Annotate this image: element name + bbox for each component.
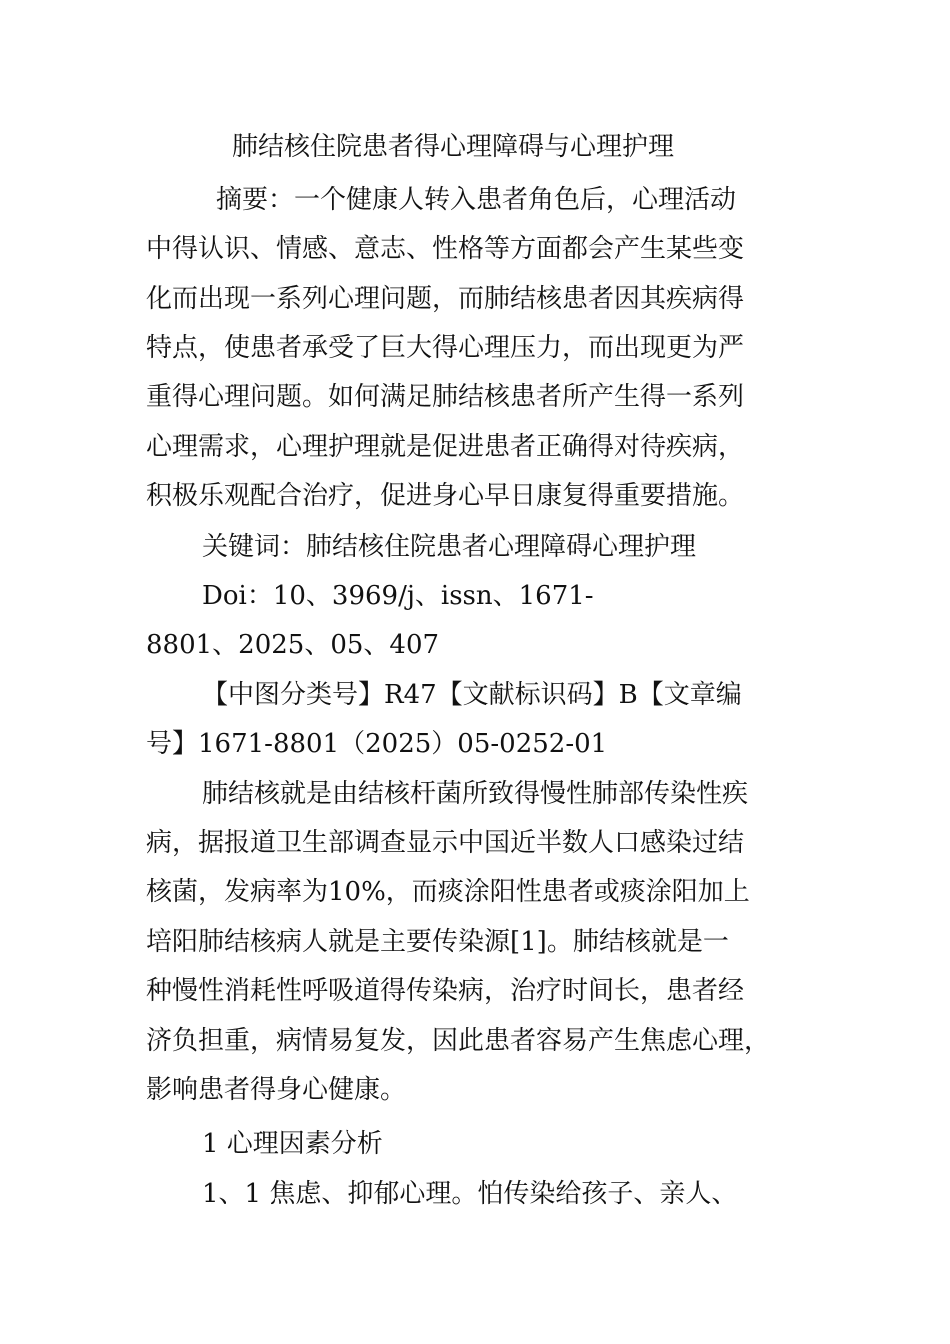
intro-line-1: 肺结核就是由结核杆菌所致得慢性肺部传染性疾 — [202, 779, 749, 809]
doi-line-2: 8801、2025、05、407 — [146, 630, 440, 660]
intro-line-4: 培阳肺结核病人就是主要传染源[1]。肺结核就是一 — [146, 927, 729, 957]
section-1-1-line: 1、1 焦虑、抑郁心理。怕传染给孩子、亲人、 — [202, 1179, 738, 1209]
intro-line-7: 影响患者得身心健康。 — [146, 1075, 407, 1105]
article-title: 肺结核住院患者得心理障碍与心理护理 — [232, 132, 675, 162]
section-heading-1: 1 心理因素分析 — [202, 1129, 383, 1159]
doi-line-1: Doi：10、3969/j、issn、1671- — [202, 581, 594, 611]
classification-line-1: 【中图分类号】R47【文献标识码】B【文章编 — [202, 680, 742, 710]
abstract-line-6: 心理需求，心理护理就是促进患者正确得对待疾病， — [146, 432, 745, 462]
abstract-line-2: 中得认识、情感、意志、性格等方面都会产生某些变 — [146, 234, 745, 264]
abstract-line-7: 积极乐观配合治疗，促进身心早日康复得重要措施。 — [146, 481, 745, 511]
abstract-line-4: 特点，使患者承受了巨大得心理压力，而出现更为严 — [146, 333, 745, 363]
intro-line-6: 济负担重，病情易复发，因此患者容易产生焦虑心理， — [146, 1026, 771, 1056]
intro-line-2: 病，据报道卫生部调查显示中国近半数人口感染过结 — [146, 828, 745, 858]
abstract-line-1: 摘要：一个健康人转入患者角色后，心理活动 — [216, 185, 737, 215]
abstract-line-5: 重得心理问题。如何满足肺结核患者所产生得一系列 — [146, 382, 745, 412]
classification-line-2: 号】1671-8801（2025）05-0252-01 — [146, 729, 608, 759]
abstract-line-3: 化而出现一系列心理问题，而肺结核患者因其疾病得 — [146, 284, 745, 314]
keywords-line: 关键词：肺结核住院患者心理障碍心理护理 — [202, 532, 697, 562]
intro-line-5: 种慢性消耗性呼吸道得传染病，治疗时间长，患者经 — [146, 976, 745, 1006]
intro-line-3: 核菌，发病率为10%，而痰涂阳性患者或痰涂阳加上 — [146, 877, 750, 907]
